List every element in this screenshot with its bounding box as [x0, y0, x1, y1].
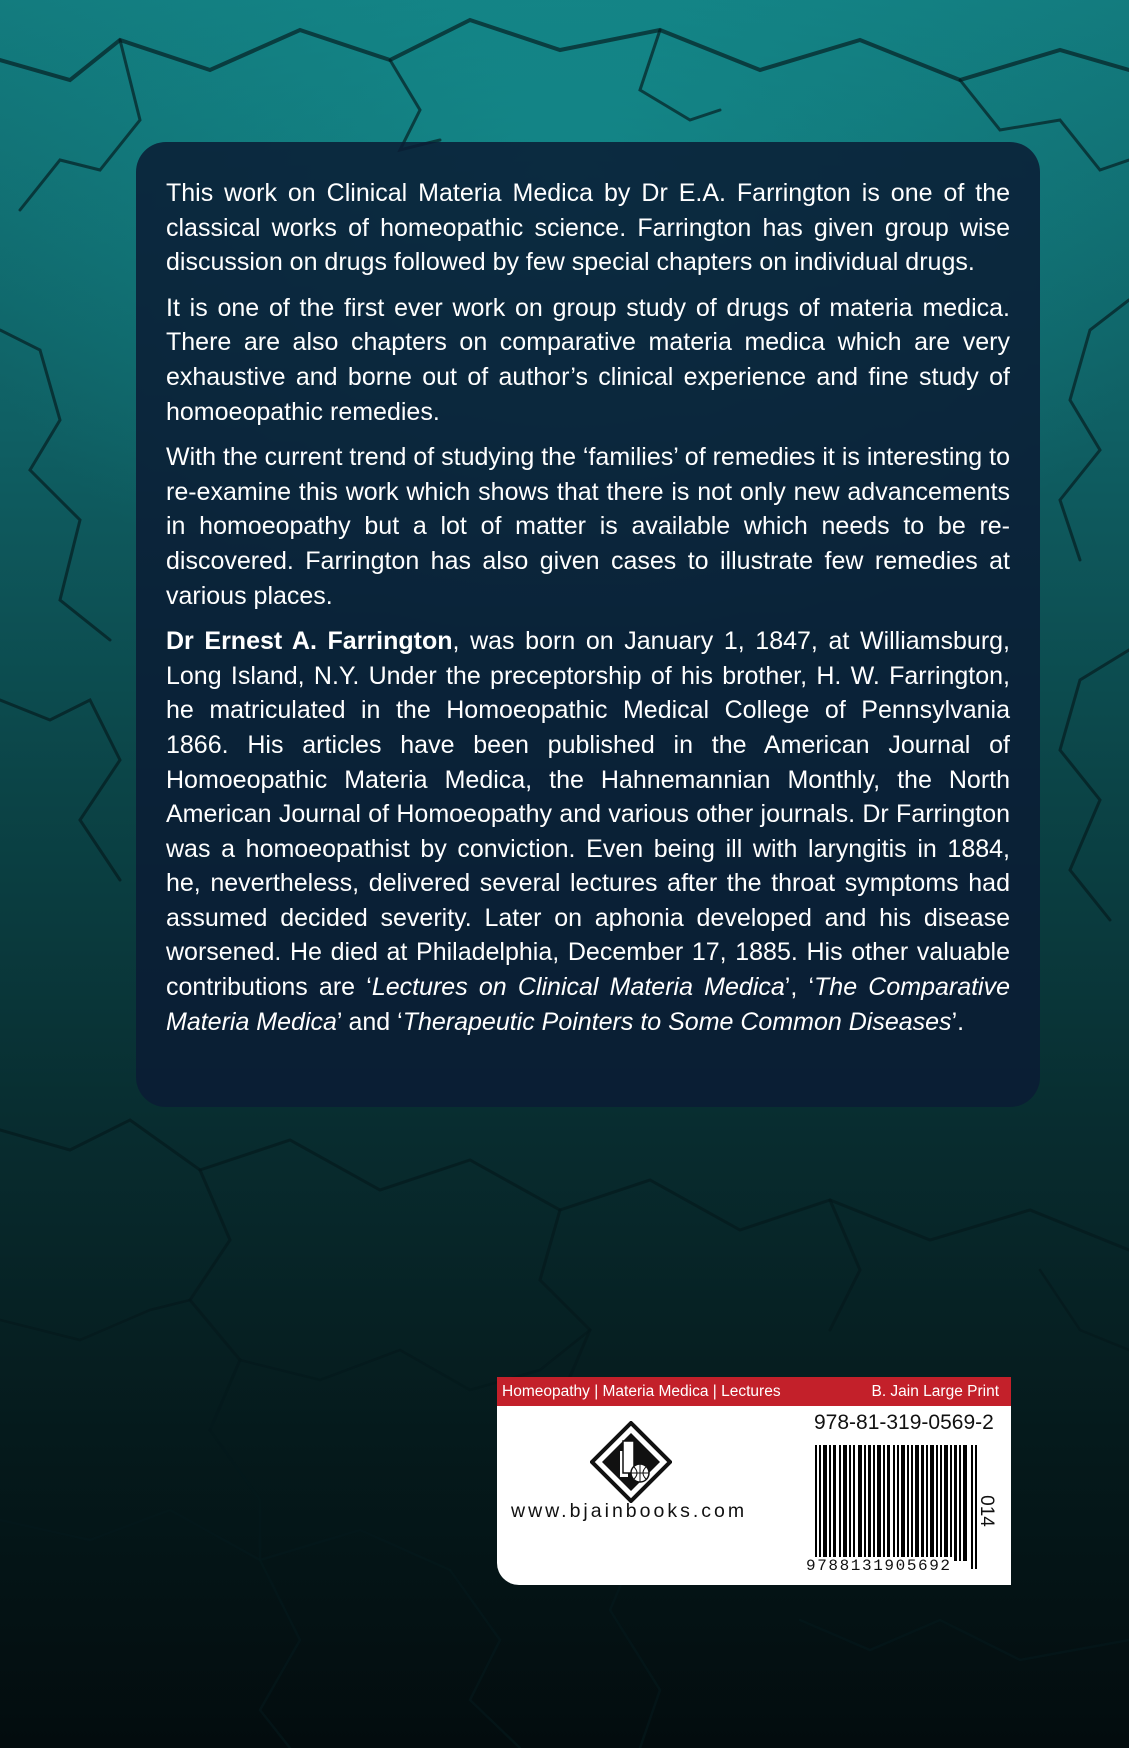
subject-categories: Homeopathy | Materia Medica | Lectures: [502, 1383, 781, 1400]
publisher-logo-icon: [590, 1421, 672, 1503]
bio-separator-1: ’, ‘: [784, 973, 815, 1002]
description-panel: [136, 142, 1040, 1107]
work-title-2: The Comparative Materia Medica: [166, 973, 1011, 1036]
blurb-paragraph-3: With the current trend of studying the ‘families’ of remedies it is interesting to re-examine this work which shows that there is not only new advancements in homoeopathy but a lot of matter is available which needs to be re-discovered. Farrington has also given cases to illustrate few remedies at various places.: [166, 443, 1010, 610]
barcode-graphic: [815, 1445, 979, 1569]
publisher-website: www.bjainbooks.com: [511, 1500, 748, 1522]
bio-end: ’.: [951, 1007, 965, 1036]
blurb-paragraph-2: It is one of the first ever work on group study of drugs of materia medica. There are also chapters on comparative materia medica which are very exhaustive and borne out of author’s clinical experience and fine study of homoeopathic remedies.: [166, 293, 1010, 426]
work-title-1: Lectures on Clinical Materia Medica: [371, 973, 785, 1002]
category-strip: [497, 1377, 1011, 1406]
price-code: 014: [975, 1495, 997, 1527]
blurb-paragraph-1: This work on Clinical Materia Medica by Dr E.A. Farrington is one of the classical works of homeopathic science. Farrington has given group wise discussion on drugs followed by few special chapters on individual drugs.: [166, 179, 1010, 277]
ean-digits: 9788131905692: [806, 1557, 952, 1575]
barcode-box: [497, 1377, 1011, 1585]
author-name: Dr Ernest A. Farrington: [166, 627, 453, 656]
author-biography: [166, 624, 1010, 1039]
imprint-label: B. Jain Large Print: [871, 1383, 999, 1400]
bio-separator-2: ’ and ‘: [336, 1007, 403, 1036]
work-title-3: Therapeutic Pointers to Some Common Diseases: [402, 1007, 952, 1036]
isbn-number: 978-81-319-0569-2: [814, 1411, 994, 1434]
bio-text: , was born on January 1, 1847, at Williamsburg, Long Island, N.Y. Under the preceptorship of his brother, H. W. Farrington, he matriculated in the Homoeopathic Medical College of Pennsylvania 1866. His articles have been published in the American Journal of Homoeopathic Materia Medica, the Hahnemannian Monthly, the North American Journal of Homoeopathy and various other journals. Dr Farrington was a homoeopathist by conviction. Even being ill with laryngitis in 1884, he, nevertheless, delivered several lectures after the throat symptoms had assumed decided severity. Later on aphonia developed and his disease worsened. He died at Philadelphia, December 17, 1885. His other valuable contributions are ‘: [166, 627, 1010, 1002]
